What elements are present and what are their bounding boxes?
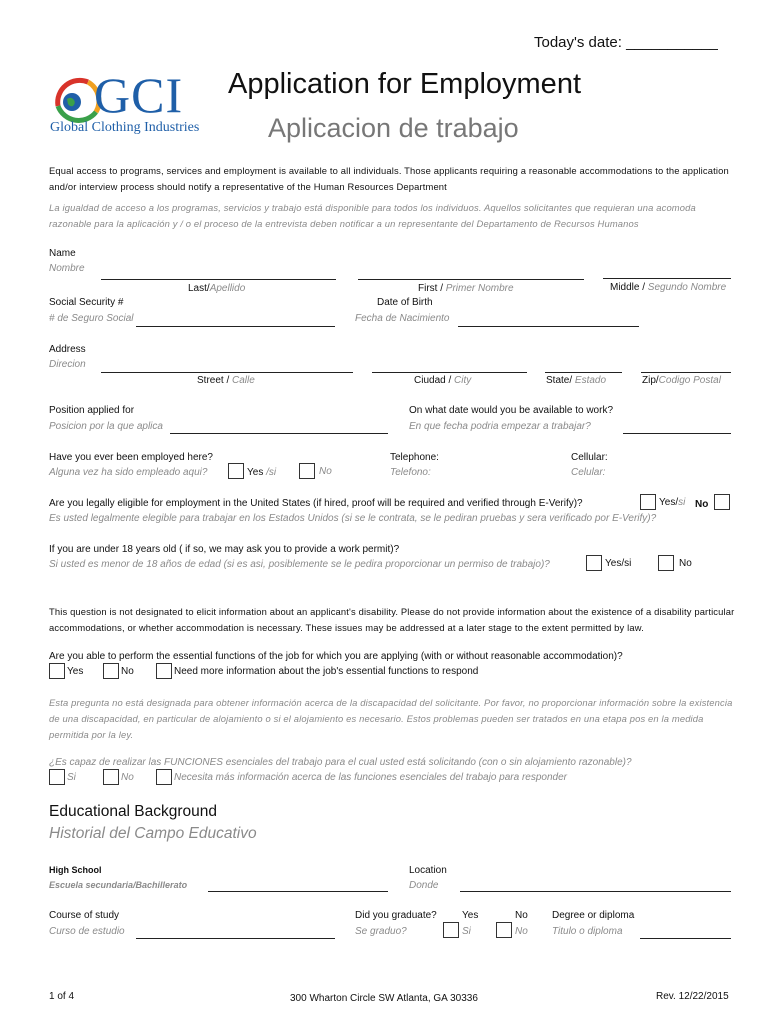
employed-label: Have you ever been employed here? bbox=[49, 452, 213, 463]
middle-name-label: Middle / Segundo Nombre bbox=[610, 282, 727, 293]
intro-en: Equal access to programs, services and employment is available to all individuals. Those applicants requiring a reasonable accommodations to the application and/or interview process should notify a representative of the Human Resources Department bbox=[49, 165, 729, 192]
functions-no-es-checkbox[interactable] bbox=[103, 769, 119, 785]
title-es: Aplicacion de trabajo bbox=[268, 113, 519, 143]
degree-label-es: Titulo o diploma bbox=[552, 926, 623, 937]
functions-yes-checkbox[interactable] bbox=[49, 663, 65, 679]
zip-label: Zip/Codigo Postal bbox=[642, 375, 721, 386]
education-title-es: Historial del Campo Educativo bbox=[49, 825, 257, 842]
under18-no-checkbox[interactable] bbox=[658, 555, 674, 571]
course-label-es: Curso de estudio bbox=[49, 926, 125, 937]
telephone-label: Telephone: bbox=[390, 452, 439, 463]
eligible-label-es: Es usted legalmente elegible para trabajar en los Estados Unidos (si se le contrata, se le pediran pruebas y sera verificado por E-Verify)? bbox=[49, 513, 657, 524]
degree-label: Degree or diploma bbox=[552, 910, 635, 921]
todays-date-label: Today's date: ___________ bbox=[534, 34, 718, 51]
page-number: 1 of 4 bbox=[49, 991, 75, 1002]
location-label: Location bbox=[409, 865, 447, 876]
state-field[interactable] bbox=[545, 372, 622, 373]
street-field[interactable] bbox=[101, 372, 353, 373]
city-label: Ciudad / City bbox=[414, 375, 472, 386]
course-field[interactable] bbox=[136, 938, 335, 939]
state-label: State/ Estado bbox=[546, 375, 607, 386]
degree-field[interactable] bbox=[640, 938, 731, 939]
cellular-label-es: Celular: bbox=[571, 467, 606, 478]
employed-yes-checkbox[interactable] bbox=[228, 463, 244, 479]
dob-label-es: Fecha de Nacimiento bbox=[355, 313, 450, 324]
graduate-no-label-es: No bbox=[515, 926, 528, 937]
functions-question: Are you able to perform the essential functions of the job for which you are applying (with or without reasonable accommodation)? bbox=[49, 651, 623, 662]
location-field[interactable] bbox=[460, 891, 731, 892]
position-label-es: Posicion por la que aplica bbox=[49, 421, 163, 432]
revision-date: Rev. 12/22/2015 bbox=[656, 991, 729, 1002]
ssn-field[interactable] bbox=[136, 326, 335, 327]
availability-field[interactable] bbox=[623, 433, 731, 434]
eligible-no-label: No bbox=[695, 499, 709, 510]
company-logo bbox=[48, 67, 218, 142]
functions-no-label: No bbox=[121, 666, 134, 677]
first-name-field[interactable] bbox=[358, 279, 584, 280]
high-school-label-es: Escuela secundaria/Bachillerato bbox=[49, 880, 188, 890]
graduate-label-es: Se graduo? bbox=[355, 926, 407, 937]
title-en: Application for Employment bbox=[228, 68, 581, 100]
ssn-label: Social Security # bbox=[49, 297, 124, 308]
disability-notice: This question is not designated to elicit information about an applicant's disability. Please do not provide information about the existence of a disability particular accommodations, or whether accommodation is necessary. These issues may be addressed at a later stage to the extent permitted by law. bbox=[49, 606, 735, 633]
street-label: Street / Calle bbox=[197, 375, 255, 386]
name-label: Name bbox=[49, 248, 76, 259]
city-field[interactable] bbox=[372, 372, 527, 373]
high-school-label: High School bbox=[49, 865, 102, 875]
name-label-es: Nombre bbox=[49, 263, 85, 274]
under18-yes-checkbox[interactable] bbox=[586, 555, 602, 571]
cellular-label: Cellular: bbox=[571, 452, 608, 463]
graduate-yes-label: Yes bbox=[462, 910, 479, 921]
address-label-es: Direcion bbox=[49, 359, 86, 370]
graduate-yes-checkbox[interactable] bbox=[443, 922, 459, 938]
functions-question-es: ¿Es capaz de realizar las FUNCIONES esenciales del trabajo para el cual usted está solicitando (con o sin alojamiento razonable)? bbox=[49, 757, 632, 768]
dob-field[interactable] bbox=[458, 326, 639, 327]
middle-name-field[interactable] bbox=[603, 278, 731, 279]
high-school-field[interactable] bbox=[208, 891, 388, 892]
last-name-field[interactable] bbox=[101, 279, 336, 280]
position-field[interactable] bbox=[170, 433, 388, 434]
graduate-label: Did you graduate? bbox=[355, 910, 437, 921]
course-label: Course of study bbox=[49, 910, 120, 921]
employed-yes-label: Yes /si bbox=[247, 467, 277, 478]
logo-company-name: Global Clothing Industries bbox=[50, 120, 200, 135]
under18-yes-label: Yes/si bbox=[605, 558, 632, 569]
availability-label-es: En que fecha podria empezar a trabajar? bbox=[409, 421, 591, 432]
eligible-label: Are you legally eligible for employment in the United States (if hired, proof will be required and verified through E-Verify)? bbox=[49, 498, 583, 509]
functions-yes-label: Yes bbox=[67, 666, 84, 677]
footer-address: 300 Wharton Circle SW Atlanta, GA 30336 bbox=[290, 993, 478, 1004]
graduate-si-label: Si bbox=[462, 926, 471, 937]
eligible-yes-checkbox[interactable] bbox=[640, 494, 656, 510]
graduate-no-label: No bbox=[515, 910, 528, 921]
under18-no-label: No bbox=[679, 558, 692, 569]
logo-letters: GCI bbox=[94, 67, 184, 123]
first-name-label: First / Primer Nombre bbox=[418, 283, 514, 294]
zip-field[interactable] bbox=[641, 372, 731, 373]
position-label: Position applied for bbox=[49, 405, 135, 416]
education-title: Educational Background bbox=[49, 803, 218, 820]
functions-more-info-es-label: Necesita más información acerca de las funciones esenciales del trabajo para responder bbox=[174, 772, 567, 783]
last-name-label: Last/Apellido bbox=[188, 283, 246, 294]
employed-no-label: No bbox=[319, 466, 332, 477]
functions-more-info-checkbox[interactable] bbox=[156, 663, 172, 679]
intro-es: La igualdad de acceso a los programas, servicios y trabajo está disponible para todos los individuos. Aquellos solicitantes que requieran una acomoda razonable para la aplicación y / o el proceso de la entrevista deben notificar a un representante del Departamento de Recursos Humanos bbox=[49, 202, 696, 229]
availability-label: On what date would you be available to work? bbox=[409, 405, 614, 416]
employed-label-es: Alguna vez ha sido empleado aqui? bbox=[49, 467, 208, 478]
functions-si-checkbox[interactable] bbox=[49, 769, 65, 785]
functions-si-label: Si bbox=[67, 772, 76, 783]
dob-label: Date of Birth bbox=[377, 297, 433, 308]
functions-no-checkbox[interactable] bbox=[103, 663, 119, 679]
functions-more-info-es-checkbox[interactable] bbox=[156, 769, 172, 785]
telephone-label-es: Telefono: bbox=[390, 467, 431, 478]
under18-label-es: Si usted es menor de 18 años de edad (si es asi, posiblemente se le pedira proporcionar un permiso de trabajo)? bbox=[49, 559, 550, 570]
employed-no-checkbox[interactable] bbox=[299, 463, 315, 479]
ssn-label-es: # de Seguro Social bbox=[49, 313, 134, 324]
under18-label: If you are under 18 years old ( if so, we may ask you to provide a work permit)? bbox=[49, 544, 400, 555]
functions-no-es-label: No bbox=[121, 772, 134, 783]
eligible-no-checkbox[interactable] bbox=[714, 494, 730, 510]
disability-notice-es: Esta pregunta no está designada para obtener información acerca de la discapacidad del solicitante. Por favor, no proporcionar información sobre la existencia de una discapacidad, en particular de alojamiento o si el alojamiento es necesario. Estos problemas pueden ser tratados en una etapa pos en la medida permitida por la ley. bbox=[49, 697, 733, 740]
location-label-es: Donde bbox=[409, 880, 439, 891]
eligible-yes-label: Yes/si bbox=[659, 497, 686, 508]
functions-more-info-label: Need more information about the job's essential functions to respond bbox=[174, 666, 479, 677]
address-label: Address bbox=[49, 344, 86, 355]
graduate-no-checkbox[interactable] bbox=[496, 922, 512, 938]
